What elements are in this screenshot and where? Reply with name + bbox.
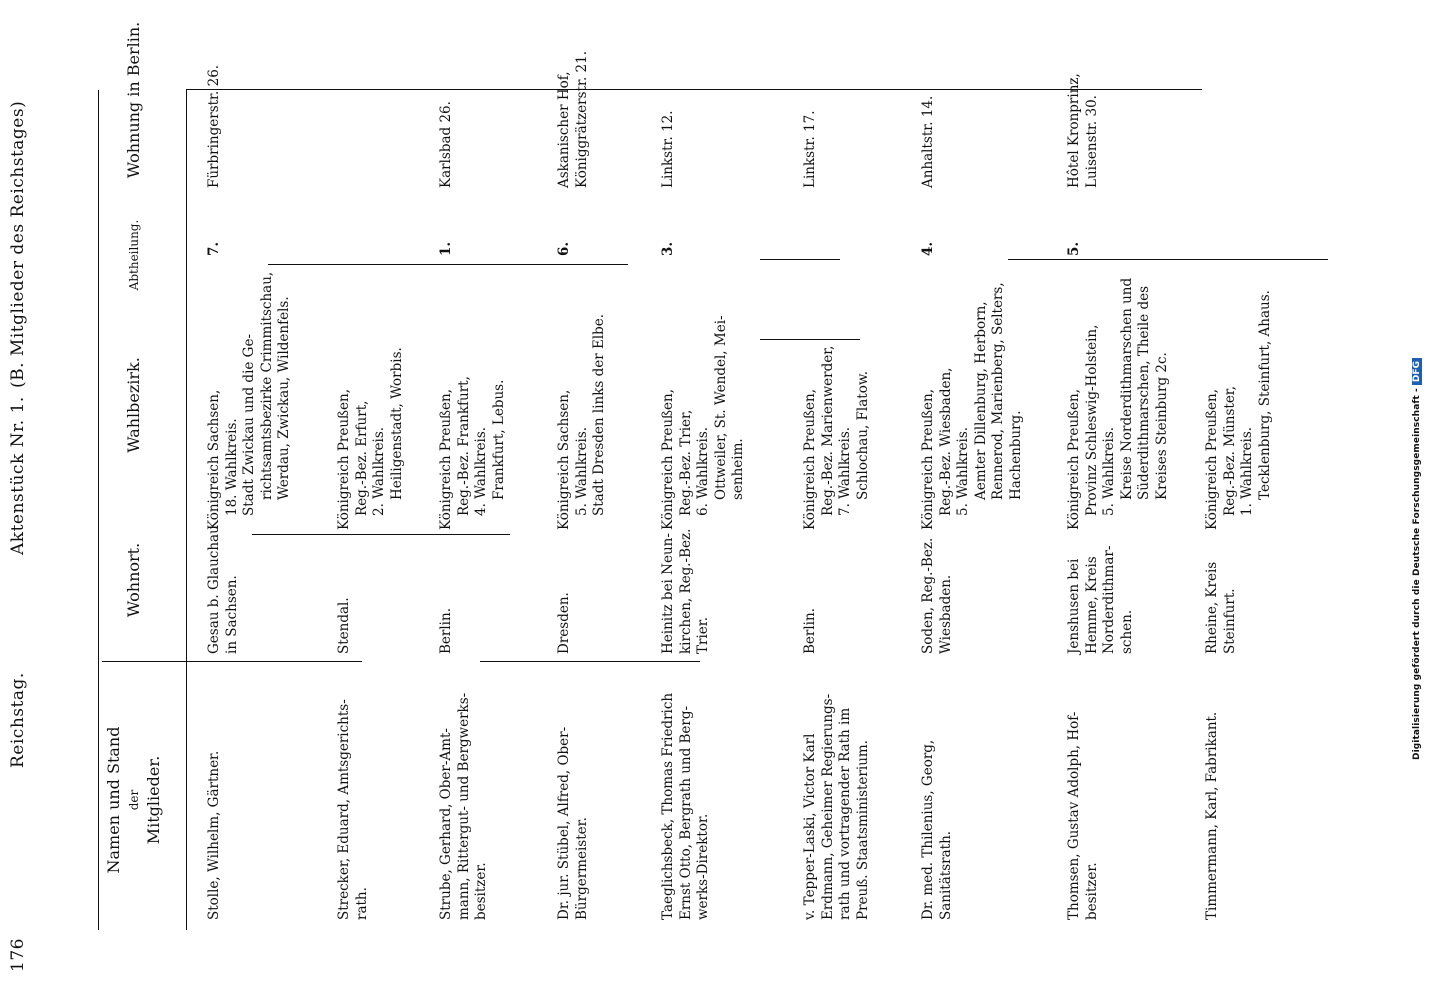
header-name <box>104 680 164 920</box>
cell-name-line: rath und vortragender Rath im <box>837 707 853 920</box>
cell-name-line: Sanitätsrath. <box>937 830 954 920</box>
cell-name <box>336 699 371 920</box>
cell-wahlbezirk-line: Kreise Norderdithmarschen und <box>1118 277 1135 500</box>
header-wohnort: Wohnort. <box>124 542 143 618</box>
cell-name-line: Preuß. Staatsministerium. <box>854 740 871 920</box>
cell-name-line: Stolle, Wilhelm, Gärtner. <box>206 750 222 920</box>
cell-abtheilung: 7. <box>206 241 222 256</box>
cell-wohnung <box>206 65 224 188</box>
cell-wahlbezirk-line: senheim. <box>730 438 746 500</box>
cell-wohnung-line: Fürbringerstr. 26. <box>206 64 222 188</box>
cell-wahlbezirk-line: Königreich Preußen, <box>1204 388 1220 530</box>
cell-wahlbezirk-line: Königreich Preußen, <box>438 388 454 530</box>
cell-wohnort-line: Hemme, Kreis <box>1083 556 1100 654</box>
cell-wahlbezirk <box>802 346 872 530</box>
cell-wahlbezirk-line: Stadt Dresden links der Elbe. <box>591 313 607 516</box>
cell-wahlbezirk-line: Königreich Sachsen, <box>206 389 222 530</box>
column-rule-4 <box>268 264 628 265</box>
page-number: 176 <box>8 938 28 972</box>
cell-wohnort-line: Jenshusen bei <box>1066 558 1082 654</box>
cell-abtheilung: 3. <box>660 241 676 256</box>
cell-wahlbezirk-line: Reg.-Bez. Marienwerder, <box>819 345 836 516</box>
cell-name-line: Ernst Otto, Bergrath und Berg- <box>677 705 694 920</box>
cell-wohnung <box>920 96 938 188</box>
cell-wahlbezirk <box>660 315 748 530</box>
cell-name-line: Bürgermeister. <box>573 817 590 920</box>
cell-wohnung-line: Linkstr. 17. <box>802 110 818 188</box>
cell-wahlbezirk-line: 5. Wahlkreis. <box>1101 426 1117 516</box>
cell-wohnort-line: schen. <box>1118 609 1135 654</box>
cell-wahlbezirk-line: Tecklenburg, Steinfurt, Ahaus. <box>1256 290 1273 500</box>
column-rule-5 <box>760 339 860 340</box>
cell-wohnung <box>1066 73 1101 188</box>
cell-abtheilung: 1. <box>438 241 454 256</box>
cell-name-line: Strube, Gerhard, Ober-Amt- <box>438 728 454 920</box>
digitization-credit <box>1412 358 1422 760</box>
cell-wahlbezirk-line: 7. Wahlkreis. <box>837 426 853 516</box>
column-rule-2 <box>480 661 700 662</box>
cell-name <box>920 740 955 920</box>
cell-wahlbezirk-line: Königreich Sachsen, <box>556 389 572 530</box>
cell-wahlbezirk-line: Königreich Preußen, <box>660 388 676 530</box>
cell-wahlbezirk-line: 5. Wahlkreis. <box>955 426 971 516</box>
cell-name-line: Erdmann, Geheimer Regierungs- <box>819 693 836 920</box>
cell-wohnort <box>1066 546 1136 654</box>
cell-name-line: Strecker, Eduard, Amtsgerichts- <box>336 699 352 920</box>
cell-name <box>660 693 713 920</box>
cell-wohnung <box>802 110 820 188</box>
cell-wohnort-line: Steinfurt. <box>1221 588 1238 654</box>
cell-wohnort <box>438 608 456 654</box>
cell-name <box>206 751 224 920</box>
cell-wahlbezirk-line: Königreich Preußen, <box>1066 388 1082 530</box>
cell-wohnort-line: Dresden. <box>556 592 572 654</box>
running-head-center: Aktenstück Nr. 1. <box>8 396 28 555</box>
cell-wohnort-line: kirchen, Reg.-Bez. <box>677 528 694 654</box>
header-wahlbezirk: Wahlbezirk. <box>124 357 143 453</box>
cell-wahlbezirk-line: 1. Wahlkreis. <box>1239 426 1255 516</box>
cell-abtheilung: 4. <box>920 241 936 256</box>
cell-wohnort-line: Gesau b. Glauchau <box>206 525 222 654</box>
cell-wahlbezirk-line: Schlochau, Flatow. <box>854 370 871 500</box>
cell-wahlbezirk-line: Werdau, Zwickau, Wildenfels. <box>276 296 292 500</box>
cell-wahlbezirk-line: Kreises Steinburg 2c. <box>1153 352 1170 500</box>
cell-wahlbezirk-line: Reg.-Bez. Trier, <box>677 409 694 516</box>
cell-wahlbezirk <box>206 272 294 530</box>
column-rule-6 <box>760 259 840 260</box>
cell-wohnort-line: Heinitz bei Neun- <box>660 533 676 654</box>
cell-wohnort-line: Berlin. <box>802 608 818 654</box>
cell-wahlbezirk-line: Königreich Preußen, <box>802 388 818 530</box>
cell-wohnort <box>1204 562 1239 654</box>
cell-abtheilung: 6. <box>556 241 572 256</box>
column-rule-8 <box>1220 259 1318 260</box>
cell-name <box>1204 712 1222 920</box>
cell-wahlbezirk <box>920 282 1025 530</box>
header-name-line-3: Mitglieder. <box>144 755 163 845</box>
cell-wahlbezirk-line: Königreich Preußen, <box>920 388 936 530</box>
cell-wahlbezirk-line: 6. Wahlkreis. <box>695 426 711 516</box>
cell-wohnort-line: Berlin. <box>438 608 454 654</box>
cell-wahlbezirk-line: Heiligenstadt, Worbis. <box>388 347 405 500</box>
cell-wohnung-line: Anhaltstr. 14. <box>920 95 936 188</box>
cell-wohnort-line: Norderdithmar- <box>1101 545 1117 654</box>
header-wohnung: Wohnung in Berlin. <box>124 21 143 179</box>
cell-wahlbezirk <box>1066 278 1171 530</box>
cell-wohnung-line: Luisenstr. 30. <box>1083 95 1100 188</box>
cell-wahlbezirk-line: Reg.-Bez. Wiesbaden, <box>937 367 954 516</box>
running-head-right: (B. Mitglieder des Reichstages) <box>8 100 28 388</box>
table-top-rule <box>98 90 99 930</box>
cell-wohnort-line: Rheine, Kreis <box>1204 561 1220 654</box>
cell-name <box>556 727 591 920</box>
dfg-logo: DFG <box>1412 358 1422 385</box>
cell-wohnort <box>660 529 713 654</box>
cell-wohnort-line: Stendal. <box>336 597 352 654</box>
cell-wahlbezirk-line: 4. Wahlkreis. <box>473 426 489 516</box>
running-head-left: Reichstag. <box>8 672 28 768</box>
cell-name-line: besitzer. <box>473 862 489 920</box>
cell-wohnort-line: in Sachsen. <box>223 575 240 654</box>
cell-wahlbezirk-line: Rennerod, Marienberg, Selters, <box>990 282 1006 500</box>
cell-wahlbezirk-line: Ottweiler, St. Wendel, Mei- <box>712 315 729 500</box>
cell-abtheilung: 5. <box>1066 241 1082 256</box>
cell-wohnort <box>920 538 955 654</box>
cell-wohnort-line: Wiesbaden. <box>937 574 954 654</box>
cell-wohnung <box>556 51 591 188</box>
cell-wohnort <box>206 525 241 654</box>
column-rule-1 <box>102 661 362 662</box>
header-abtheilung: Abtheilung. <box>127 219 141 291</box>
cell-wahlbezirk-line: Reg.-Bez. Münster, <box>1221 385 1238 516</box>
cell-name-line: Taeglichsbeck, Thomas Friedrich <box>660 692 676 920</box>
cell-wohnort <box>336 597 354 654</box>
cell-wohnung-line: Hôtel Kronprinz, <box>1066 73 1082 188</box>
cell-wahlbezirk-line: Stadt Zwickau und die Ge- <box>241 333 257 516</box>
cell-wahlbezirk <box>556 314 609 530</box>
header-name-line-2: der <box>127 789 141 811</box>
cell-wohnort-line: Soden, Reg.-Bez. <box>920 537 936 654</box>
cell-name <box>802 694 872 920</box>
cell-wohnung-line: Askanischer Hof, <box>556 71 572 188</box>
cell-wohnung-line: Königgrätzerstr. 21. <box>573 50 590 188</box>
table-bottom-rule <box>186 90 187 930</box>
cell-name-line: besitzer. <box>1083 862 1100 920</box>
cell-wohnung <box>438 101 456 188</box>
cell-wohnort <box>556 592 574 654</box>
cell-name-line: mann, Rittergut- und Bergwerks- <box>455 692 472 920</box>
cell-wahlbezirk-line: Reg.-Bez. Erfurt, <box>353 400 370 516</box>
cell-name-line: werks-Direktor. <box>695 813 711 920</box>
cell-name-line: Dr. jur. Stübel, Alfred, Ober- <box>556 726 572 920</box>
cell-wahlbezirk-line: 18. Wahlkreis. <box>223 418 240 516</box>
cell-wahlbezirk-line: Hachenburg. <box>1007 410 1024 500</box>
cell-wahlbezirk <box>1204 290 1274 530</box>
cell-wahlbezirk-line: 2. Wahlkreis. <box>371 426 387 516</box>
cell-name-line: v. Tepper-Laski, Victor Karl <box>802 733 818 920</box>
cell-wahlbezirk-line: Königreich Preußen, <box>336 388 352 530</box>
cell-name-line: Timmermann, Karl, Fabrikant. <box>1204 711 1220 920</box>
cell-name <box>1066 712 1101 920</box>
cell-wahlbezirk <box>438 376 508 530</box>
cell-wahlbezirk-line: Reg.-Bez. Frankfurt, <box>455 376 472 516</box>
cell-wahlbezirk-line: richtsamtsbezirke Crimmitschau, <box>258 271 275 500</box>
credit-text: Digitalisierung gefördert durch die Deutsche Forschungsgemeinschaft - <box>1412 388 1422 760</box>
cell-wahlbezirk-line: Süderdithmarschen, Theile des <box>1136 285 1152 500</box>
cell-wohnung-line: Karlsbad 26. <box>438 101 454 188</box>
header-rule <box>186 89 1202 90</box>
cell-name <box>438 693 491 920</box>
cell-wohnung <box>660 110 678 188</box>
cell-wahlbezirk <box>336 347 406 530</box>
cell-wahlbezirk-line: 5. Wahlkreis. <box>573 426 590 516</box>
cell-wohnort-line: Trier. <box>695 616 711 654</box>
cell-name-line: rath. <box>353 887 370 920</box>
cell-wahlbezirk-line: Aemter Dillenburg, Herborn, <box>972 301 989 500</box>
cell-wohnort <box>802 608 820 654</box>
cell-name-line: Thomsen, Gustav Adolph, Hof- <box>1066 711 1082 920</box>
cell-wahlbezirk-line: Frankfurt, Lebus. <box>490 379 507 500</box>
header-name-line-1: Namen und Stand <box>104 726 123 874</box>
cell-name-line: Dr. med. Thilenius, Georg, <box>920 739 936 920</box>
column-rule-3 <box>252 534 510 535</box>
cell-wahlbezirk-line: Provinz Schleswig-Holstein, <box>1083 324 1100 516</box>
cell-wohnung-line: Linkstr. 12. <box>660 110 676 188</box>
